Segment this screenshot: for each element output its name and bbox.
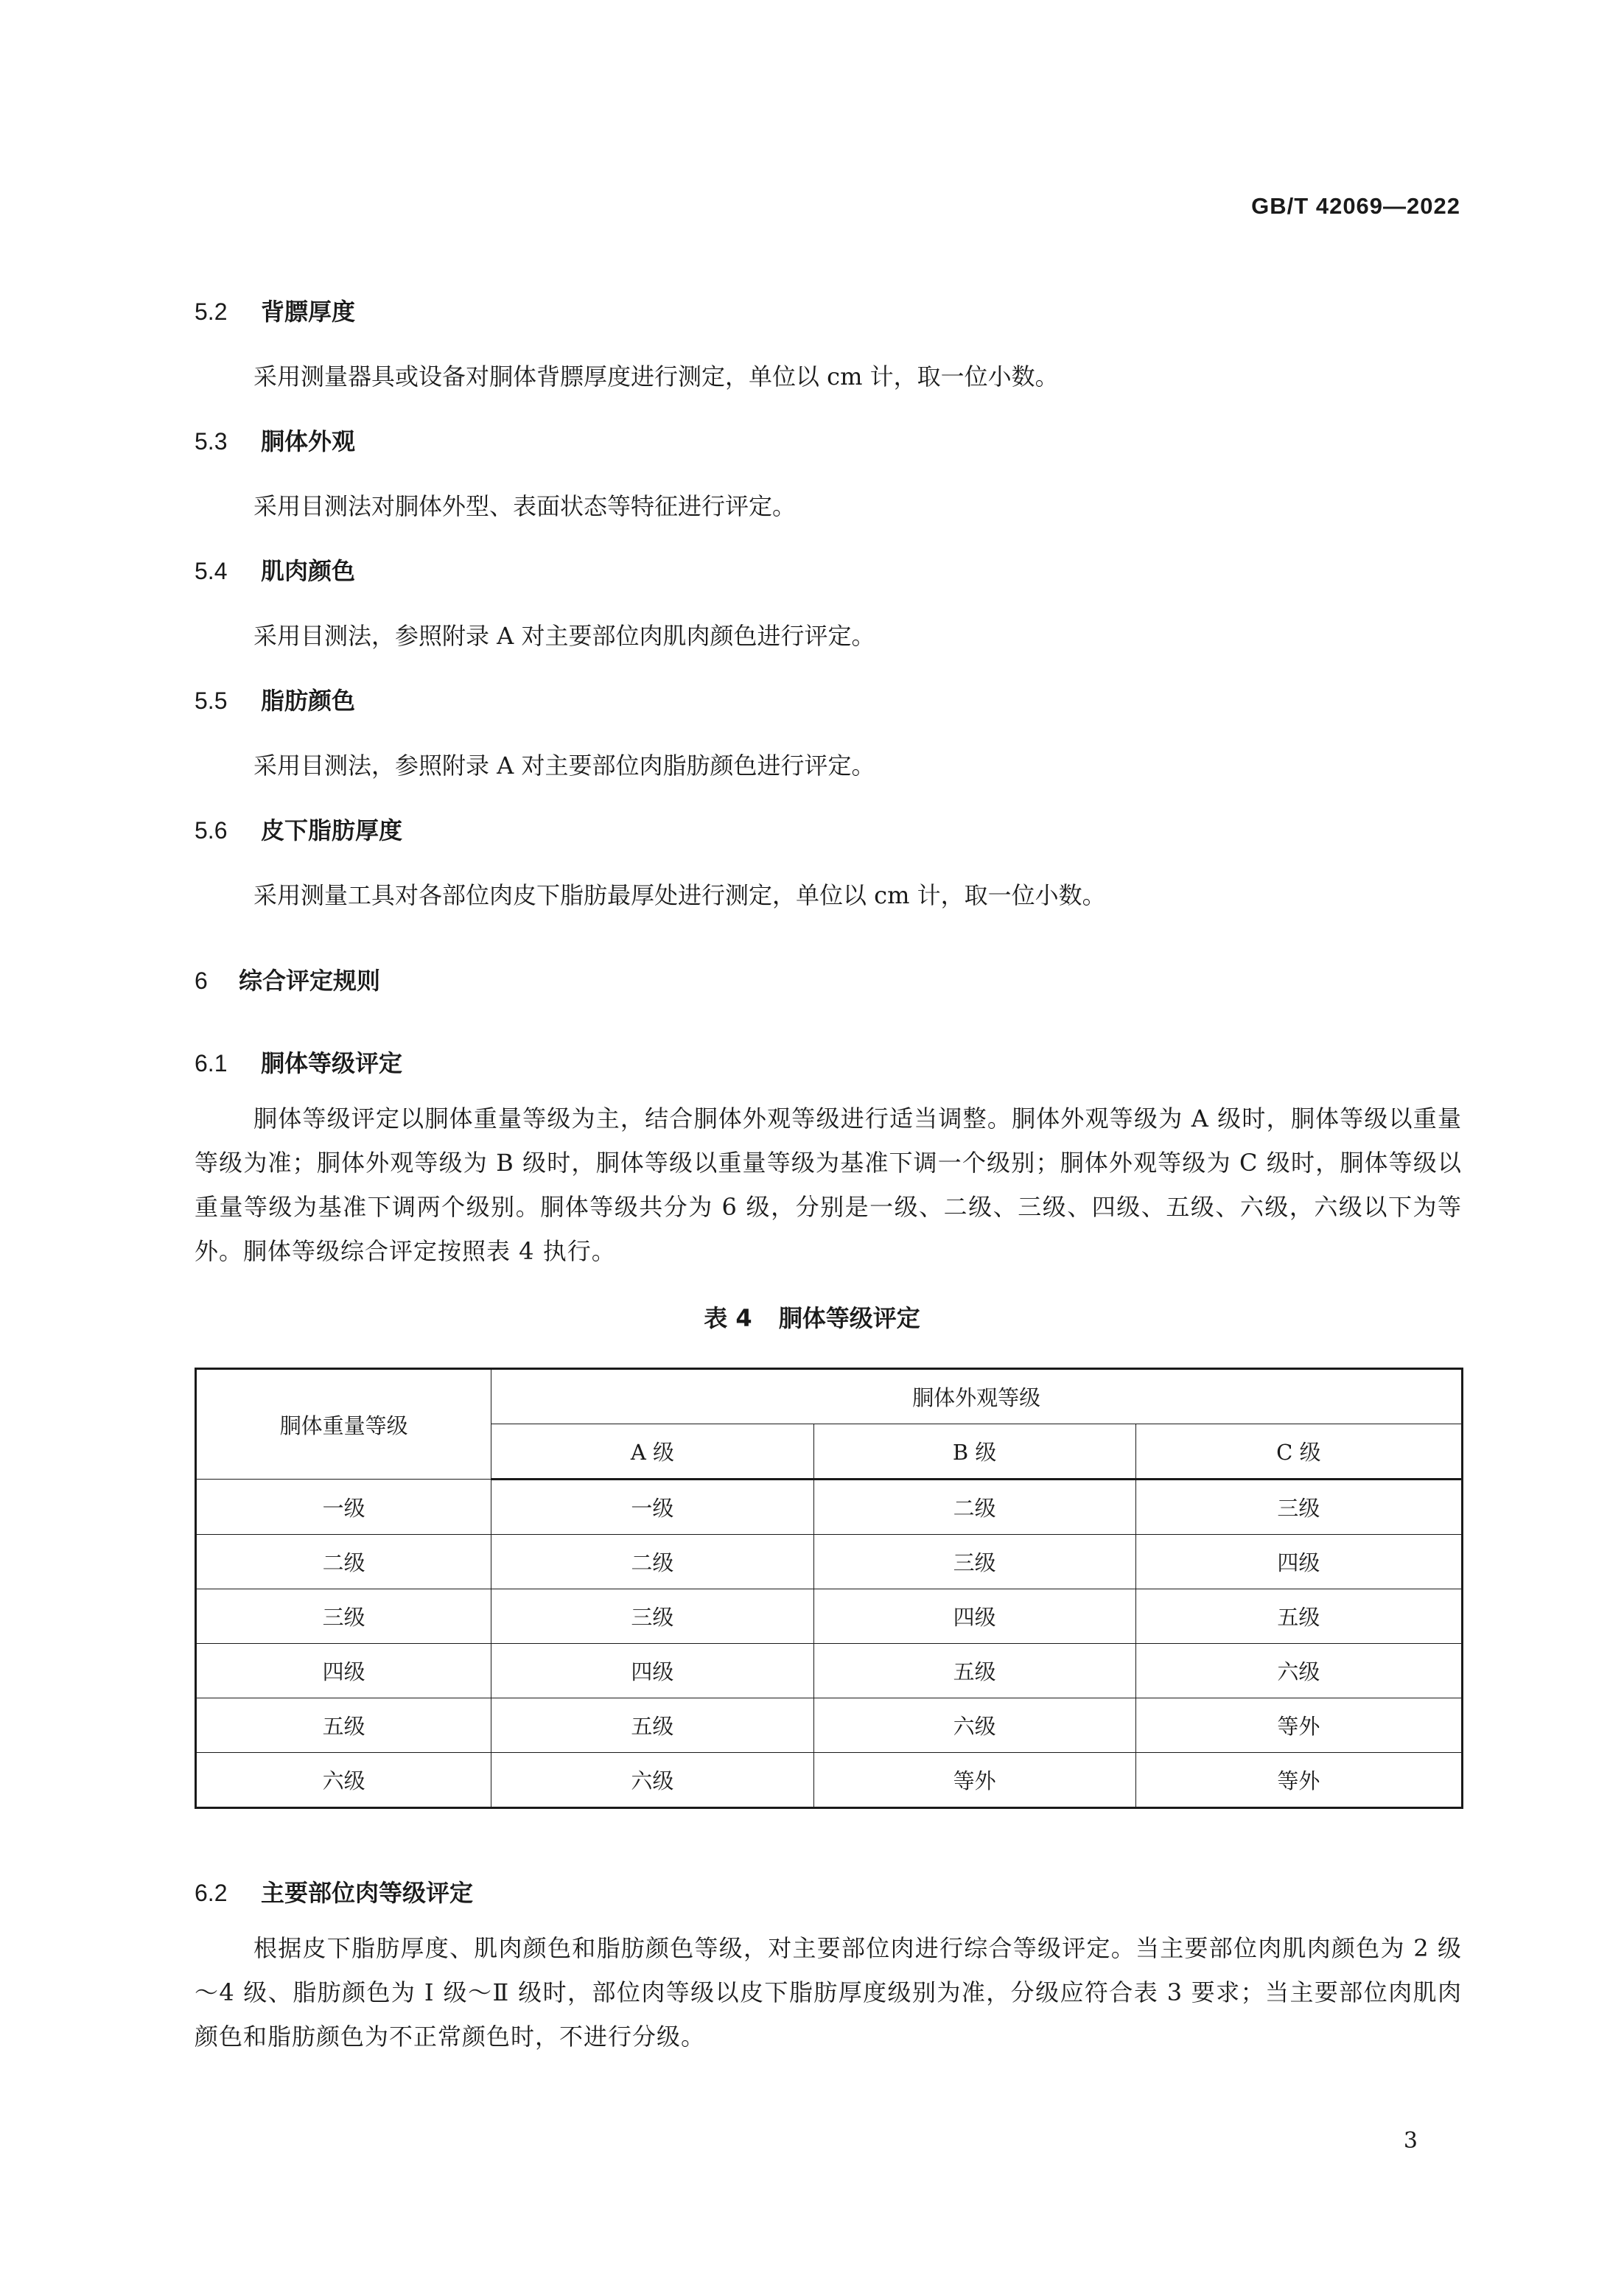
- section-6-1-text: 胴体等级评定以胴体重量等级为主，结合胴体外观等级进行适当调整。胴体外观等级为 A 级时，胴体等级以重量等级为准；胴体外观等级为 B 级时，胴体等级以重量等级为基准下调一个级别；胴体外观等级为 C 级时，胴体等级以重量等级为基准下调两个级别。胴体等级共分为 6 级，分别是一级、二级、三级、四级、五级、六级，六级以下为等外。胴体等级综合评定按照表 4 执行。: [195, 1105, 1462, 1265]
- section-title: 脂肪颜色: [261, 687, 356, 715]
- weight-grade-cell: 三级: [196, 1589, 491, 1644]
- section-title: 背膘厚度: [261, 298, 356, 326]
- section-number: 6: [195, 967, 208, 994]
- grade-b-cell: 六级: [813, 1698, 1135, 1753]
- weight-grade-cell: 五级: [196, 1698, 491, 1753]
- table-row: [196, 1535, 1463, 1589]
- grade-c-cell: 六级: [1135, 1644, 1462, 1698]
- section-6-1-heading: [195, 1045, 402, 1079]
- section-5-2-heading: [195, 293, 355, 327]
- section-number: 5.3: [195, 428, 228, 455]
- table-caption: 胴体等级评定: [778, 1304, 920, 1332]
- table-header-row: [196, 1369, 1463, 1424]
- grade-c-cell: 五级: [1135, 1589, 1462, 1644]
- section-5-4-heading: [195, 553, 355, 587]
- section-5-6-heading: [195, 812, 402, 846]
- section-5-3-heading: [195, 423, 355, 457]
- grade-b-cell: 三级: [813, 1535, 1135, 1589]
- weight-grade-cell: 六级: [196, 1753, 491, 1808]
- group-header-appearance-grade: 胴体外观等级: [491, 1369, 1463, 1424]
- section-5-5-text: 采用目测法，参照附录 A 对主要部位肉脂肪颜色进行评定。: [253, 752, 875, 780]
- grade-c-cell: 三级: [1135, 1480, 1462, 1535]
- grade-a-cell: 一级: [491, 1480, 813, 1535]
- table-label: 表 4: [704, 1304, 752, 1332]
- table-row: [196, 1644, 1463, 1698]
- section-number: 6.1: [195, 1050, 228, 1077]
- grade-a-cell: 五级: [491, 1698, 813, 1753]
- table-row: [196, 1480, 1463, 1535]
- column-header-a: A 级: [491, 1424, 813, 1480]
- section-number: 5.6: [195, 817, 228, 844]
- column-header-b: B 级: [813, 1424, 1135, 1480]
- weight-grade-cell: 四级: [196, 1644, 491, 1698]
- grade-b-cell: 等外: [813, 1753, 1135, 1808]
- section-title: 皮下脂肪厚度: [261, 816, 403, 844]
- grade-c-cell: 四级: [1135, 1535, 1462, 1589]
- section-5-3-text: 采用目测法对胴体外型、表面状态等特征进行评定。: [253, 492, 797, 520]
- section-title: 肌肉颜色: [261, 557, 356, 585]
- section-number: 5.4: [195, 558, 228, 584]
- grade-a-cell: 六级: [491, 1753, 813, 1808]
- carcass-grade-table: [195, 1368, 1463, 1809]
- row-header-weight-grade: 胴体重量等级: [196, 1369, 491, 1480]
- section-5-6-text: 采用测量工具对各部位肉皮下脂肪最厚处进行测定，单位以 cm 计，取一位小数。: [253, 881, 1106, 909]
- weight-grade-cell: 一级: [196, 1480, 491, 1535]
- grade-c-cell: 等外: [1135, 1698, 1462, 1753]
- section-number: 5.5: [195, 687, 228, 714]
- grade-b-cell: 五级: [813, 1644, 1135, 1698]
- section-6-heading: [195, 962, 380, 996]
- section-title: 主要部位肉等级评定: [261, 1879, 474, 1907]
- table-row: [196, 1753, 1463, 1808]
- section-5-4-text: 采用目测法，参照附录 A 对主要部位肉肌肉颜色进行评定。: [253, 622, 875, 650]
- grade-c-cell: 等外: [1135, 1753, 1462, 1808]
- grade-a-cell: 三级: [491, 1589, 813, 1644]
- section-title: 综合评定规则: [239, 967, 381, 995]
- grade-a-cell: 四级: [491, 1644, 813, 1698]
- section-5-5-heading: [195, 682, 355, 716]
- weight-grade-cell: 二级: [196, 1535, 491, 1589]
- table-row: [196, 1589, 1463, 1644]
- table-4-title: [0, 1300, 1624, 1334]
- section-5-2-text: 采用测量器具或设备对胴体背膘厚度进行测定，单位以 cm 计，取一位小数。: [253, 363, 1059, 391]
- section-number: 6.2: [195, 1880, 228, 1906]
- grade-a-cell: 二级: [491, 1535, 813, 1589]
- page-number: 3: [1403, 2128, 1418, 2154]
- section-6-2-text: 根据皮下脂肪厚度、肌肉颜色和脂肪颜色等级，对主要部位肉进行综合等级评定。当主要部位肉肌肉颜色为 2 级～4 级、脂肪颜色为 Ⅰ 级～Ⅱ 级时，部位肉等级以皮下脂肪厚度级别为准，分级应符合表 3 要求；当主要部位肉肌肉颜色和脂肪颜色为不正常颜色时，不进行分级。: [195, 1934, 1462, 2051]
- table-row: [196, 1698, 1463, 1753]
- grade-b-cell: 四级: [813, 1589, 1135, 1644]
- section-6-2-heading: [195, 1874, 473, 1908]
- column-header-c: C 级: [1135, 1424, 1462, 1480]
- section-title: 胴体外观: [261, 427, 356, 455]
- standard-code: GB/T 42069—2022: [1251, 193, 1460, 219]
- section-title: 胴体等级评定: [261, 1049, 403, 1077]
- section-number: 5.2: [195, 298, 228, 325]
- grade-b-cell: 二级: [813, 1480, 1135, 1535]
